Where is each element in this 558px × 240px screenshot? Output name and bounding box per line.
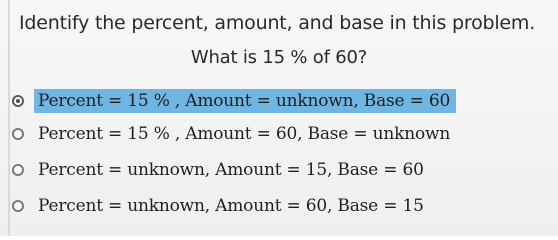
radio-button[interactable] (12, 128, 24, 140)
answer-option-3[interactable] (12, 157, 430, 183)
answer-option-1[interactable] (12, 88, 456, 114)
answer-option-label: Percent = unknown, Amount = 60, Base = 15 (38, 196, 424, 216)
radio-button[interactable] (12, 164, 24, 176)
answer-option-2[interactable] (12, 121, 456, 147)
radio-button[interactable] (12, 200, 24, 212)
answer-option-label: Percent = unknown, Amount = 15, Base = 60 (38, 160, 424, 180)
question-prompt: Identify the percent, amount, and base in this problem. (19, 12, 536, 34)
answer-option-4[interactable] (12, 193, 430, 219)
answer-option-label: Percent = 15 % , Amount = 60, Base = unknown (38, 124, 451, 144)
question-text: What is 15 % of 60? (190, 47, 368, 68)
answer-option-label: Percent = 15 % , Amount = unknown, Base = 60 (34, 89, 456, 113)
radio-button-selected[interactable] (12, 95, 24, 107)
